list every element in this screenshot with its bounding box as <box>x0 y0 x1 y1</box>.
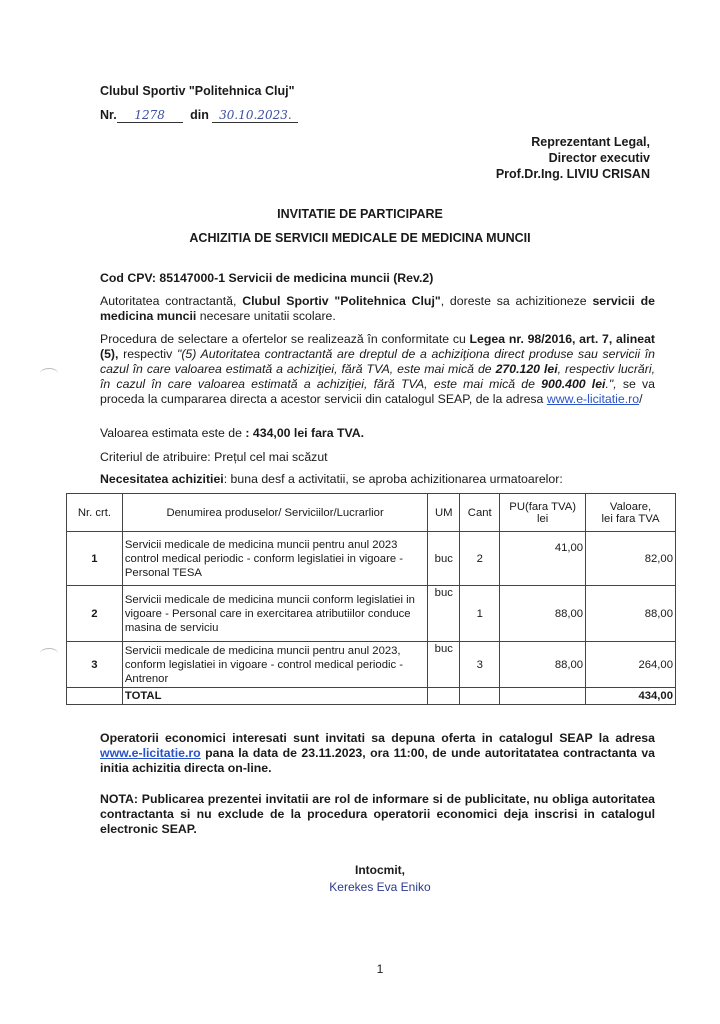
operators-text-b: pana la data de 23.11.2023, ora 11:00, de unde autoritatatea contractanta va initia achizitia directa on-line. <box>100 746 655 775</box>
award-criterion: Criteriul de atribuire: Prețul cel mai scăzut <box>100 450 328 464</box>
rep-line3: Prof.Dr.Ing. LIVIU CRISAN <box>495 167 650 181</box>
row-nr: 2 <box>67 586 123 642</box>
row-nr: 1 <box>67 532 123 586</box>
p1-text-e: necesare unitatii scolare. <box>196 309 336 323</box>
registration-line <box>100 108 298 123</box>
p2-quote-end: .", <box>605 377 617 391</box>
page-number: 1 <box>376 962 384 976</box>
total-empty-cant <box>460 688 500 705</box>
p2-quote-b: , respectiv lucrări, în cazul în care valoarea estimată a achiziţiei, fără TVA, este mai mică de <box>100 362 656 391</box>
row-nr: 3 <box>67 642 123 688</box>
row-um: buc <box>428 532 460 586</box>
nr-label: Nr. <box>100 108 117 122</box>
necessity <box>100 472 655 487</box>
table-header-row <box>67 494 676 532</box>
seap-link[interactable]: www.e-licitatie.ro <box>546 392 640 406</box>
note-paragraph: NOTA: Publicarea prezentei invitatii are rol de informare si de publicitate, nu obliga autoritatea contractanta si nu exclude de la procedura operatorii economici deja inscrisi in catalogul electronic SEAP. <box>100 792 655 836</box>
operators-paragraph <box>100 731 655 776</box>
header-valoare-b: lei fara TVA <box>601 512 660 525</box>
row-pu: 88,00 <box>500 642 586 688</box>
p1-services: servicii de medicina muncii <box>100 294 655 323</box>
table-total-row <box>67 688 676 705</box>
row-pu: 88,00 <box>500 586 586 642</box>
p1-text-a: Autoritatea contractantă, <box>100 294 243 308</box>
row-valoare: 82,00 <box>586 532 676 586</box>
header-denumire: Denumirea produselor/ Serviciilor/Lucrarlior <box>122 494 427 532</box>
p2-text-c: respectiv <box>118 347 177 361</box>
nr-value: 1278 <box>117 109 183 123</box>
document-title: INVITATIE DE PARTICIPARE <box>277 207 443 221</box>
estimated-value-amount: : 434,00 lei fara TVA. <box>245 426 365 440</box>
paragraph-procedure <box>100 332 655 407</box>
table-row <box>67 642 676 688</box>
din-label: din <box>190 108 209 122</box>
header-pu: PU(fara TVA) lei <box>500 494 586 532</box>
p2-text-a: Procedura de selectare a ofertelor se realizează în conformitate cu <box>100 332 470 346</box>
header-um: UM <box>428 494 460 532</box>
row-valoare: 88,00 <box>586 586 676 642</box>
signature-label: Intocmit, <box>355 863 405 877</box>
estimated-value-label: Valoarea estimata este de <box>100 426 246 440</box>
row-denumire: Servicii medicale de medicina muncii pentru anul 2023 control medical periodic - conform legislatiei in vigoare - Personal TESA <box>122 532 427 586</box>
total-value: 434,00 <box>586 688 676 705</box>
p1-org: Clubul Sportiv "Politehnica Cluj" <box>242 294 441 308</box>
row-pu: 41,00 <box>500 532 586 586</box>
estimated-value <box>100 426 655 441</box>
table-row <box>67 586 676 642</box>
total-empty-pu <box>500 688 586 705</box>
operators-text-a: Operatorii economici interesati sunt invitati sa depuna oferta in catalogul SEAP la adresa <box>100 731 655 745</box>
p2-quote-a: "(5) Autoritatea contractantă are dreptul de a achiziţiona direct produse sau servicii în cazul în care valoarea estimată a achiziţiei, fără TVA, este mai mică de <box>100 347 655 376</box>
necessity-text: : buna desf a activitatii, se aproba achizitionarea urmatoarelor: <box>223 472 563 486</box>
p2-text-i: se va proceda la cumpararea directa a acestor servicii din catalogul SEAP, de la adresa <box>100 377 655 406</box>
header-valoare <box>586 494 676 532</box>
row-um: buc <box>428 586 460 642</box>
p2-amount-1: 270.120 lei <box>495 362 558 376</box>
din-value: 30.10.2023. <box>212 109 298 123</box>
p2-law: Legea nr. 98/2016, art. 7, alineat (5), <box>100 332 656 361</box>
row-um: buc <box>428 642 460 688</box>
row-denumire: Servicii medicale de medicina muncii pentru anul 2023, conform legislatiei in vigoare - control medical periodic - Antrenor <box>122 642 427 688</box>
header-nr: Nr. crt. <box>67 494 123 532</box>
table-row <box>67 532 676 586</box>
total-empty-um <box>428 688 460 705</box>
header-cant: Cant <box>460 494 500 532</box>
document-subtitle: ACHIZITIA DE SERVICII MEDICALE DE MEDICINA MUNCII <box>189 231 531 245</box>
rep-line2: Director executiv <box>548 151 650 165</box>
rep-line1: Reprezentant Legal, <box>531 135 650 149</box>
total-label: TOTAL <box>122 688 427 705</box>
seap-link-2[interactable]: www.e-licitatie.ro <box>100 746 201 760</box>
necessity-label: Necesitatea achizitiei <box>100 472 224 486</box>
header-valoare-a: Valoare, <box>609 500 652 513</box>
margin-mark <box>40 648 58 659</box>
p1-text-c: , doreste sa achizitioneze <box>440 294 593 308</box>
representative-block <box>496 134 650 182</box>
row-cant: 3 <box>460 642 500 688</box>
p2-slash: / <box>639 392 643 406</box>
row-denumire: Servicii medicale de medicina muncii conform legislatiei in vigoare - Personal care in exercitarea atributiilor conduce masina de serviciu <box>122 586 427 642</box>
margin-mark <box>40 368 58 379</box>
cpv-code: Cod CPV: 85147000-1 Servicii de medicina muncii (Rev.2) <box>100 271 434 285</box>
total-empty-nr <box>67 688 123 705</box>
row-cant: 2 <box>460 532 500 586</box>
services-table <box>66 493 676 705</box>
paragraph-authority <box>100 294 655 324</box>
organization-name: Clubul Sportiv "Politehnica Cluj" <box>100 84 295 98</box>
row-cant: 1 <box>460 586 500 642</box>
signature-name: Kerekes Eva Eniko <box>329 880 431 894</box>
p2-amount-2: 900.400 lei <box>541 377 606 391</box>
row-valoare: 264,00 <box>586 642 676 688</box>
